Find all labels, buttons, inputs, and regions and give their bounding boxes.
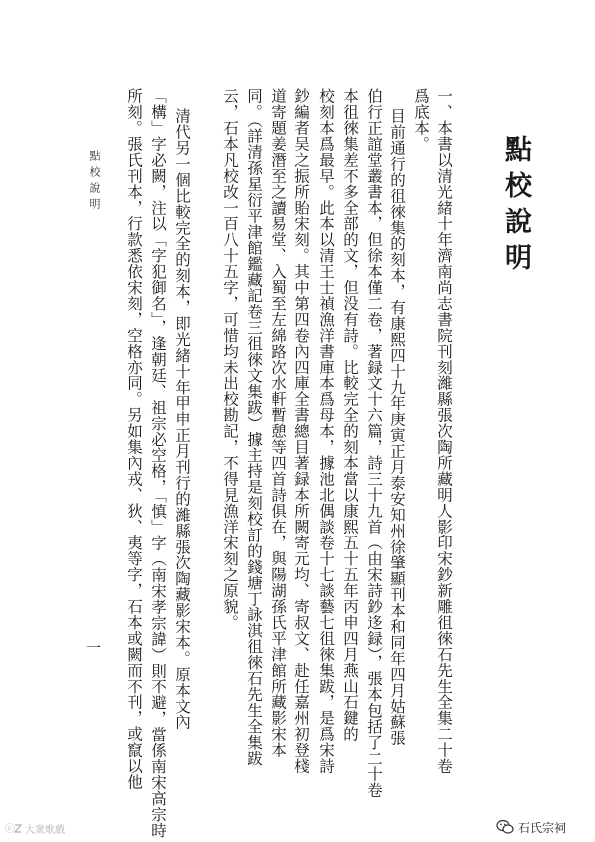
text-column: 清代另一個比較完全的刻本，即光緒十年甲申正月刊行的濰縣張次陶藏影宋本。原本文內 <box>173 108 191 731</box>
page-title: 點校說明 <box>500 135 531 279</box>
watermark-left <box>4 820 65 836</box>
running-header: 點校說明 <box>88 150 101 214</box>
text-column: 一、本書以清光緒十年濟南尚志書院刊刻濰縣張次陶所藏明人影印宋鈔新雕徂徠石先生全集二十卷 <box>435 88 453 774</box>
brand-logo-icon <box>4 822 22 834</box>
text-column: 爲底本。 <box>412 88 430 152</box>
text-column: 目前通行的徂徠集的刻本，有康熙四十九年庚寅正月泰安知州徐肇顯刊本和同年四月姑蘇張 <box>388 108 406 746</box>
watermark-right <box>496 818 566 836</box>
text-column: 伯行正誼堂叢書本，但徐本僅二卷，著録文十六篇，詩三十九首（由宋詩鈔迻録），張本包括了二十卷 <box>365 88 383 798</box>
text-column: 「構」字必闕，注以「字犯御名」，逢朝廷、祖宗必空格，「慎」字（南宋孝宗諱）則不避，當係南宋高宗時 <box>149 88 167 839</box>
text-column: 校刻本爲最早。此本以清王士禎漁洋書庫本爲母本，據池北偶談卷十七談藝七徂徠集跋，是爲宋詩 <box>317 88 335 774</box>
wechat-icon <box>496 819 514 835</box>
text-column: 云，石本凡校改一百八十五字，可惜均未出校勘記，不得見漁洋宋刻之原貌。 <box>221 88 239 631</box>
text-column: 同。（詳清孫星衍平津館鑑藏記卷三徂徠文集跋）據主持是刻校訂的錢塘丁詠淇徂徠石先生全集跋 <box>245 88 263 767</box>
text-column: 本徂徠集差不多全部的文，但没有詩。比較完全的刻本當以康熙五十五年丙申四月燕山石鍵的 <box>341 88 359 742</box>
watermark-right-text: 石氏宗祠 <box>518 820 567 835</box>
text-column: 鈔編者吴之振所貽宋刻。其中第四卷內四庫全書總目著録本所闕寄元均、寄叔文、赴任嘉州初登棧 <box>292 88 310 774</box>
page-number: 一 <box>84 640 102 655</box>
watermark-left-text: 大衆歌戲 <box>25 824 65 836</box>
svg-text:ⓒ: ⓒ <box>5 824 15 835</box>
text-column: 道寄題姜潛至之讀易堂、入蜀至左綿路次水軒暫憩等四首詩俱在，與陽湖孫氏平津館所藏影宋本 <box>269 88 287 758</box>
text-column: 所刻。張氏刊本，行款悉依宋刻，空格亦同。另如集內戎、狄、夷等字，石本或闕而不刊，或竄以他 <box>125 88 143 790</box>
